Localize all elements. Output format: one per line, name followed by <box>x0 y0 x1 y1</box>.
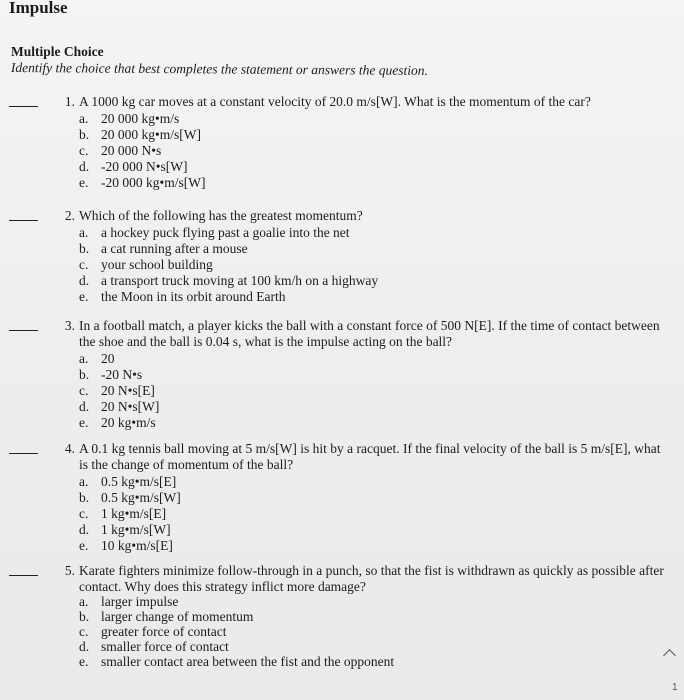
choice-text: 20 000 N•s <box>101 143 162 158</box>
choice-letter: a. <box>79 225 89 240</box>
choice-c <box>79 506 181 522</box>
choice-letter: b. <box>79 127 90 142</box>
choice-text: smaller contact area between the fist and the opponent <box>101 654 395 669</box>
chevron-up-icon[interactable] <box>663 649 676 662</box>
question-stem: A 1000 kg car moves at a constant velocity of 20.0 m/s[W]. What is the momentum of the car? <box>79 94 591 109</box>
question-stem: In a football match, a player kicks the ball with a constant force of 500 N[E]. If the time of contact between the shoe and the ball is 0.04 s, what is the impulse acting on the ball? <box>79 318 660 349</box>
choice-text: a transport truck moving at 100 km/h on a highway <box>101 273 379 288</box>
choice-b <box>79 367 159 383</box>
choice-e <box>79 654 394 669</box>
choice-text: 1 kg•m/s[W] <box>101 522 171 537</box>
choice-text: a cat running after a mouse <box>101 241 248 256</box>
choice-text: 0.5 kg•m/s[E] <box>101 474 177 489</box>
choice-letter: c. <box>79 506 89 521</box>
choice-d <box>79 522 181 538</box>
choice-letter: d. <box>79 399 90 414</box>
choice-text: the Moon in its orbit around Earth <box>101 289 286 304</box>
choice-letter: b. <box>79 367 90 382</box>
choice-list <box>79 111 205 191</box>
section-heading: Multiple Choice <box>11 44 104 59</box>
question-stem: Which of the following has the greatest momentum? <box>79 208 363 223</box>
choice-letter: a. <box>79 594 89 609</box>
question-number: 5. <box>64 563 75 578</box>
choice-text: larger impulse <box>101 594 179 609</box>
choice-text: 20 N•s[E] <box>101 383 155 398</box>
choice-a <box>79 351 159 367</box>
choice-text: larger change of momentum <box>101 609 254 624</box>
choice-letter: e. <box>79 289 89 304</box>
choice-letter: d. <box>79 273 90 288</box>
choice-letter: e. <box>79 415 89 430</box>
choice-letter: a. <box>79 111 89 126</box>
choice-list <box>79 351 159 431</box>
choice-d <box>79 273 378 289</box>
choice-text: a hockey puck flying past a goalie into the net <box>101 225 350 240</box>
choice-letter: d. <box>79 159 90 174</box>
choice-letter: c. <box>79 257 89 272</box>
choice-letter: b. <box>79 241 90 256</box>
choice-letter: c. <box>79 624 89 639</box>
choice-b <box>79 127 205 143</box>
choice-text: -20 N•s <box>101 367 143 382</box>
choice-a <box>79 594 394 609</box>
choice-d <box>79 639 394 654</box>
choice-d <box>79 159 205 175</box>
choice-letter: b. <box>79 609 90 624</box>
page-number: 1 <box>672 682 678 693</box>
choice-list <box>79 474 181 554</box>
choice-letter: e. <box>79 538 89 553</box>
choice-c <box>79 383 159 399</box>
choice-letter: b. <box>79 490 90 505</box>
choice-list <box>79 225 378 305</box>
answer-blank[interactable] <box>9 330 38 331</box>
choice-letter: e. <box>79 654 89 669</box>
choice-a <box>79 111 205 127</box>
choice-c <box>79 624 394 639</box>
answer-blank[interactable] <box>9 106 38 107</box>
choice-b <box>79 609 394 624</box>
question-stem: Karate fighters minimize follow-through in a punch, so that the fist is withdrawn as quickly as possible after contact. Why does this strategy inflict more damage? <box>79 563 664 594</box>
choice-text: 20 N•s[W] <box>101 399 160 414</box>
choice-b <box>79 490 181 506</box>
choice-text: 20 000 kg•m/s <box>101 111 180 126</box>
choice-text: 0.5 kg•m/s[W] <box>101 490 181 505</box>
choice-letter: c. <box>79 143 89 158</box>
question-stem: A 0.1 kg tennis ball moving at 5 m/s[W] is hit by a racquet. If the final velocity of the ball is 5 m/s[E], what is the change of momentum of the ball? <box>79 441 661 472</box>
choice-c <box>79 257 378 273</box>
choice-e <box>79 415 159 431</box>
choice-text: smaller force of contact <box>101 639 229 654</box>
choice-letter: c. <box>79 383 89 398</box>
choice-e <box>79 538 181 554</box>
choice-text: your school building <box>101 257 213 272</box>
choice-a <box>79 474 181 490</box>
choice-text: -20 000 kg•m/s[W] <box>101 175 206 190</box>
answer-blank[interactable] <box>9 575 38 576</box>
page-title: Impulse <box>9 0 68 17</box>
choice-text: 20 kg•m/s <box>101 415 156 430</box>
choice-text: 1 kg•m/s[E] <box>101 506 167 521</box>
answer-blank[interactable] <box>9 453 38 454</box>
choice-e <box>79 289 378 305</box>
question-number: 1. <box>64 94 75 109</box>
choice-a <box>79 225 378 241</box>
choice-e <box>79 175 205 191</box>
choice-letter: d. <box>79 639 90 654</box>
choice-letter: a. <box>79 351 89 366</box>
question-number: 2. <box>64 208 75 223</box>
choice-letter: e. <box>79 175 89 190</box>
choice-text: 20 <box>101 351 115 366</box>
choice-list <box>79 594 394 669</box>
question-number: 4. <box>64 441 75 456</box>
choice-letter: a. <box>79 474 89 489</box>
choice-c <box>79 143 205 159</box>
instructions-text: Identify the choice that best completes the statement or answers the question. <box>10 60 428 78</box>
choice-letter: d. <box>79 522 90 537</box>
choice-b <box>79 241 378 257</box>
choice-text: -20 000 N•s[W] <box>101 159 188 174</box>
choice-d <box>79 399 159 415</box>
choice-text: greater force of contact <box>101 624 227 639</box>
choice-text: 20 000 kg•m/s[W] <box>101 127 201 142</box>
answer-blank[interactable] <box>9 220 38 221</box>
question-number: 3. <box>64 318 75 333</box>
choice-text: 10 kg•m/s[E] <box>101 538 173 553</box>
